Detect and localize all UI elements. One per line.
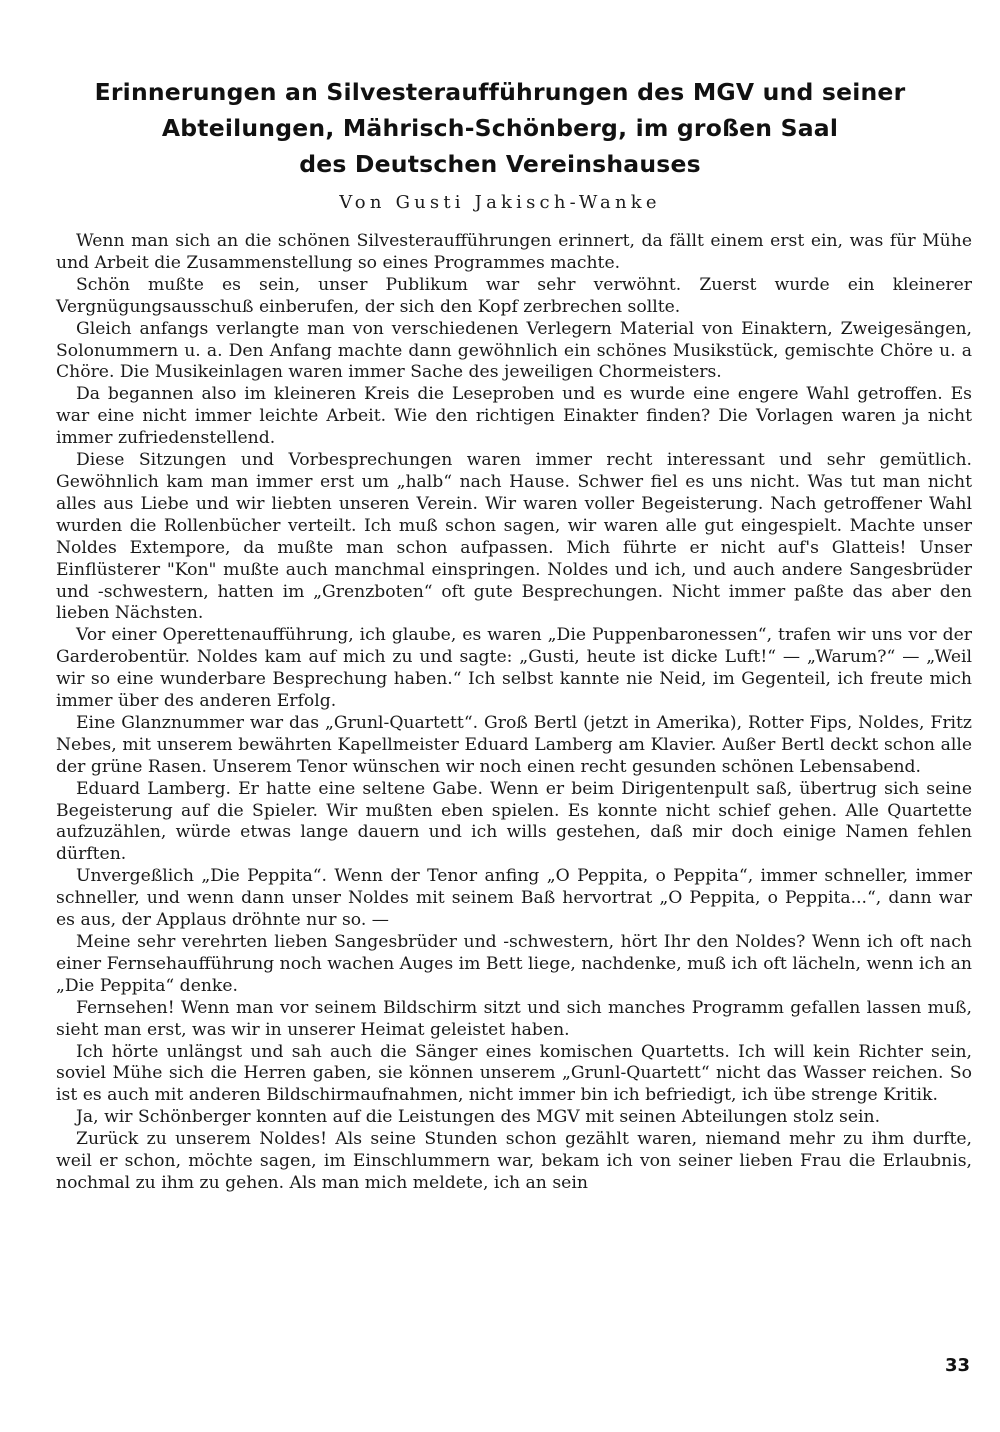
article-title: [40, 74, 960, 182]
title-line-1: Erinnerungen an Silvesteraufführungen des MGV und seiner: [94, 78, 906, 106]
paragraph: Eduard Lamberg. Er hatte eine seltene Gabe. Wenn er beim Dirigentenpult saß, übertrug sich seine Begeisterung auf die Spieler. Wir mußten eben spielen. Es konnte nicht schief gehen. Alle Quartette aufzuzählen, würde etwas lange dauern und ich wills gestehen, daß mir doch einige Namen fehlen dürften.: [56, 778, 972, 865]
paragraph: Gleich anfangs verlangte man von verschiedenen Verlegern Material von Einaktern, Zweigesängen, Solonummern u. a. Den Anfang machte dann gewöhnlich ein schönes Musikstück, gemischte Chöre u. a Chöre. Die Musikeinlagen waren immer Sache des jeweiligen Chormeisters.: [56, 318, 972, 383]
paragraph: Schön mußte es sein, unser Publikum war sehr verwöhnt. Zuerst wurde ein kleinerer Vergnügungsausschuß einberufen, der sich den Kopf zerbrechen sollte.: [56, 274, 972, 317]
title-line-2: Abteilungen, Mährisch-Schönberg, im großen Saal: [161, 114, 839, 142]
paragraph: Unvergeßlich „Die Peppita“. Wenn der Tenor anfing „O Peppita, o Peppita“, immer schneller, immer schneller, und wenn dann unser Noldes mit seinem Baß hervortrat „O Peppita, o Peppita...“, dann war es aus, der Applaus dröhnte nur so. —: [56, 866, 972, 931]
paragraph: Fernsehen! Wenn man vor seinem Bildschirm sitzt und sich manches Programm gefallen lassen muß, sieht man erst, was wir in unserer Heimat geleistet haben.: [56, 997, 972, 1040]
paragraph: Da begannen also im kleineren Kreis die Leseproben und es wurde eine engere Wahl getroffen. Es war eine nicht immer leichte Arbeit. Wie den richtigen Einakter finden? Die Vorlagen waren ja nicht immer zufriedenstellend.: [56, 384, 972, 449]
paragraph: Wenn man sich an die schönen Silvesteraufführungen erinnert, da fällt einem erst ein, was für Mühe und Arbeit die Zusammenstellung so eines Programmes machte.: [56, 231, 972, 273]
paragraph: Meine sehr verehrten lieben Sangesbrüder und -schwestern, hört Ihr den Noldes? Wenn ich oft nach einer Fernsehaufführung noch wachen Auges im Bett liege, nachdenke, muß ich oft lächeln, wenn ich an „Die Peppita“ denke.: [56, 932, 972, 996]
paragraph: Vor einer Operettenaufführung, ich glaube, es waren „Die Puppenbaronessen“, trafen wir uns vor der Garderobentür. Noldes kam auf mich zu und sagte: „Gusti, heute ist dicke Luft!“ — „Warum?“ — „Weil wir so eine wunderbare Besprechung haben.“ Ich selbst kannte nie Neid, im Gegenteil, ich freute mich immer über des anderen Erfolg.: [56, 625, 972, 712]
page-number: 33: [944, 1355, 970, 1376]
author-byline: Von Gusti Jakisch-Wanke: [339, 192, 661, 213]
paragraph: Ich hörte unlängst und sah auch die Sänger eines komischen Quartetts. Ich will kein Richter sein, soviel Mühe sich die Herren gaben, sie können unserem „Grunl-Quartett“ nicht das Wasser reichen. So ist es auch mit anderen Bildschirmaufnahmen, nicht immer bin ich befriedigt, ich übe strenge Kritik.: [56, 1041, 972, 1106]
paragraph: Zurück zu unserem Noldes! Als seine Stunden schon gezählt waren, niemand mehr zu ihm durfte, weil er schon, möchte sagen, im Einschlummern war, bekam ich von seiner lieben Frau die Erlaubnis, nochmal zu ihm zu gehen. Als man mich meldete, ich an sein: [56, 1129, 972, 1193]
paragraph: Ja, wir Schönberger konnten auf die Leistungen des MGV mit seinen Abteilungen stolz sein.: [76, 1107, 881, 1128]
title-line-3: des Deutschen Vereinshauses: [299, 150, 701, 178]
article-body: [56, 231, 972, 1195]
paragraph: Eine Glanznummer war das „Grunl-Quartett“. Groß Bertl (jetzt in Amerika), Rotter Fips, Noldes, Fritz Nebes, mit unserem bewährten Kapellmeister Eduard Lamberg am Klavier. Außer Bertl deckt schon alle der grüne Rasen. Unserem Tenor wünschen wir noch einen recht gesunden schönen Lebensabend.: [56, 712, 972, 777]
paragraph: Diese Sitzungen und Vorbesprechungen waren immer recht interessant und sehr gemütlich. Gewöhnlich kam man immer erst um „halb“ nach Hause. Schwer fiel es uns nicht. Was tut man nicht alles aus Liebe und wir liebten unseren Verein. Wir waren voller Begeisterung. Nach getroffener Wahl wurden die Rollenbücher verteilt. Ich muß schon sagen, wir waren alle gut eingespielt. Machte unser Noldes Extempore, da mußte man schon aufpassen. Mich führte er nicht auf's Glatteis! Unser Einflüsterer "Kon" mußte auch manchmal einspringen. Noldes und ich, und auch andere Sangesbrüder und -schwestern, hatten im „Grenzboten“ oft gute Besprechungen. Nicht immer paßte das aber den lieben Nächsten.: [56, 450, 972, 624]
